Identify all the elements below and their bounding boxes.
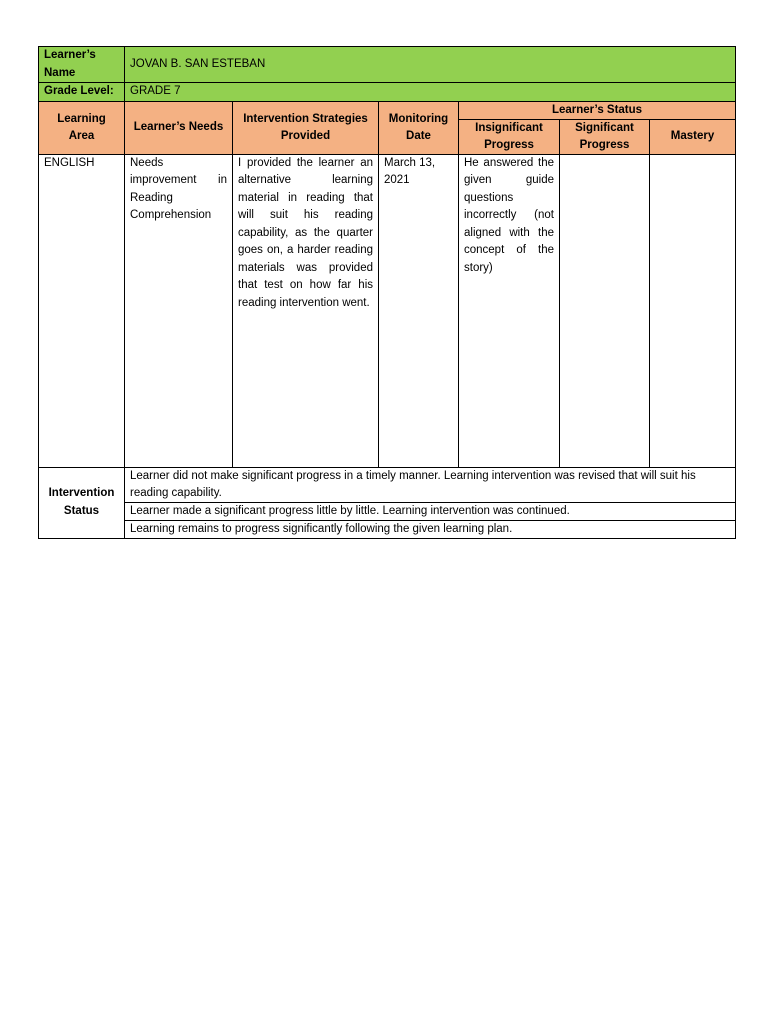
header-learners-status: Learner’s Status (459, 101, 736, 119)
header-monitoring-date: Monitoring Date (379, 101, 459, 154)
cell-significant-progress (560, 154, 650, 467)
cell-mastery (650, 154, 736, 467)
learner-name-value: JOVAN B. SAN ESTEBAN (125, 47, 736, 83)
cell-monitoring-date: March 13, 2021 (379, 154, 459, 467)
learner-name-label: Learner’s Name (39, 47, 125, 83)
cell-learning-area: ENGLISH (39, 154, 125, 467)
intervention-status-continued: Learner made a significant progress little by little. Learning intervention was continued. (125, 502, 736, 520)
learner-progress-table (38, 46, 736, 539)
intervention-status-revised: Learner did not make significant progress in a timely manner. Learning intervention was revised that will suit his reading capability. (125, 467, 736, 502)
header-intervention-strategies: Intervention Strategies Provided (233, 101, 379, 154)
cell-learners-needs: Needs improvement in Reading Comprehension (125, 154, 233, 467)
cell-insignificant-progress: He answered the given guide questions incorrectly (not aligned with the concept of the story) (459, 154, 560, 467)
header-learning-area: Learning Area (39, 101, 125, 154)
grade-level-value: GRADE 7 (125, 83, 736, 102)
cell-intervention-strategies: I provided the learner an alternative learning material in reading that will suit his reading capability, as the quarter goes on, a harder reading materials was provided that test on how far his reading intervention went. (233, 154, 379, 467)
header-learners-needs: Learner’s Needs (125, 101, 233, 154)
header-insignificant-progress: Insignificant Progress (459, 119, 560, 154)
header-mastery: Mastery (650, 119, 736, 154)
intervention-status-label: Intervention Status (39, 467, 125, 538)
intervention-status-progressing: Learning remains to progress significantly following the given learning plan. (125, 520, 736, 538)
grade-level-label: Grade Level: (39, 83, 125, 102)
header-significant-progress: Significant Progress (560, 119, 650, 154)
